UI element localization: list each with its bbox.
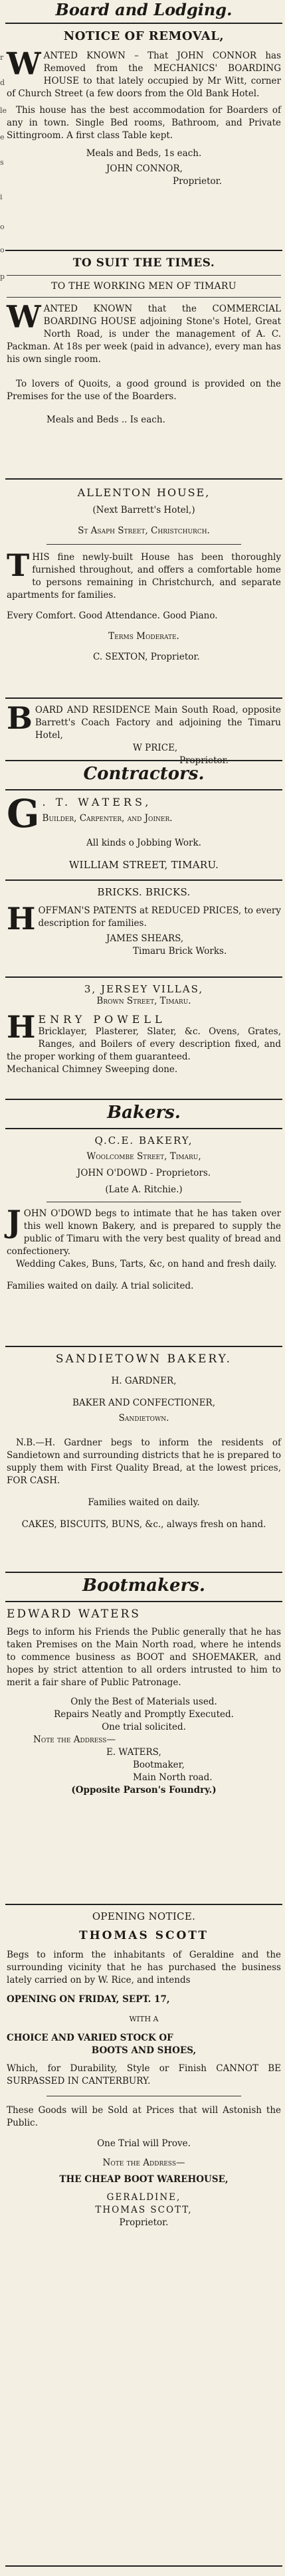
ad-address: St Asaph Street, Christchurch. [78, 525, 210, 536]
ad-qce-bakery [7, 1135, 281, 1293]
ad-body: ANTED KNOWN – That JOHN CONNOR has Removed from the MECHANICS' BOARDING HOUSE to that lately occupied by Mr Witt, corner of Church Street (a few doors from the Old Bank Hotel. [7, 50, 281, 99]
ad-proprietor-name: JAMES SHEARS, [106, 933, 184, 944]
ad-late: (Late A. Ritchie.) [105, 1184, 183, 1195]
ad-notice-of-removal [7, 29, 281, 188]
ad-title: . T. WATERS, [42, 796, 152, 808]
ad-body: OFFMAN'S PATENTS at REDUCED PRICES, to every description for families. [38, 905, 281, 929]
rule [5, 2565, 282, 2567]
ad-body: Begs to inform his Friends the Public generally that he has taken Premises on the Main North road, where he intends to commence business as BOOT and SHOEMAKER, and hopes by strict attention to all orders intrusted to him to merit a fair share of Public Patronage. [7, 1627, 281, 1688]
ad-body: ANTED KNOWN that the COMMERCIAL BOARDING HOUSE adjoining Stone's Hotel, Great North Road, is under the management of A. C. Packman. At 18s per week (paid in advance), every man has his own single room. [7, 304, 281, 365]
drop-cap: J [7, 1204, 21, 1240]
ad-opposite: (Opposite Parson's Foundry.) [71, 1785, 217, 1795]
drop-cap: T [7, 547, 30, 583]
ad-warehouse: THE CHEAP BOOT WAREHOUSE, [59, 2174, 229, 2185]
ad-title: TO SUIT THE TIMES. [72, 256, 215, 270]
ad-meals: Meals and Beds .. Is each. [47, 414, 165, 425]
ad-sandietown-bakery [7, 1352, 281, 1531]
ad-note: Note the Address— [33, 1734, 116, 1745]
ad-proprietor-role: Proprietor. [173, 176, 222, 187]
edge-glyph: e [0, 133, 5, 141]
ad-subtitle: (Next Barrett's Hotel,) [92, 505, 195, 515]
ad-body: This house has the best accommodation for Boarders of any in town. Single Bed rooms, Bathroom, and Private Sittingroom. A first class Table kept. [7, 105, 281, 141]
ad-proprietor-name: JOHN CONNOR, [106, 163, 183, 174]
ad-goods: These Goods will be Sold at Prices that will Astonish the Public. [7, 2105, 281, 2128]
ad-title: ALLENTON HOUSE, [77, 486, 211, 499]
edge-glyph: le [0, 106, 7, 115]
ad-subtitle: BAKER AND CONFECTIONER, [72, 1398, 216, 1408]
ad-title: NOTICE OF REMOVAL, [63, 29, 225, 43]
drop-cap: W [7, 299, 41, 335]
ad-address: Woolcombe Street, Timaru, [86, 1151, 201, 1162]
rule [5, 250, 282, 251]
ad-address: Brown Street, Timaru. [96, 996, 191, 1006]
ad-line: Only the Best of Materials used. [70, 1697, 217, 1707]
drop-cap: H [7, 901, 36, 937]
ad-opening: OPENING ON FRIDAY, SEPT. 17, [7, 1994, 170, 2005]
section-heading-bakers: Bakers. [107, 1103, 181, 1123]
rule [5, 789, 282, 790]
ad-title: OPENING NOTICE. [92, 1910, 196, 1922]
ad-proprietor-name: H. GARDNER, [111, 1376, 177, 1386]
ad-cakes: CAKES, BISCUITS, BUNS, &c., always fresh on hand. [21, 1519, 266, 1530]
ad-comfort: Every Comfort. Good Attendance. Good Piano. [7, 610, 218, 621]
ad-place: GERALDINE, [106, 2192, 181, 2203]
ad-meals: Meals and Beds, 1s each. [86, 148, 202, 159]
ad-board-and-residence [7, 700, 281, 767]
ad-body: OHN O'DOWD begs to intimate that he has taken over this well known Bakery, and is prepared to supply the public of Timaru with the very best quality of bread and confectionery. [7, 1208, 281, 1257]
rule [5, 697, 282, 699]
rule [5, 760, 282, 761]
ad-subtitle: TO THE WORKING MEN OF TIMARU [51, 281, 237, 292]
ad-g-t-waters [7, 791, 281, 871]
ad-proprietor-role: Bootmaker, [133, 1760, 185, 1770]
ad-headline: EDWARD WATERS [7, 1608, 141, 1621]
ad-address: WILLIAM STREET, TIMARU. [68, 859, 219, 871]
ad-place: Sandietown. [118, 1413, 169, 1424]
ad-allenton-house [7, 486, 281, 664]
ad-line: All kinds o Jobbing Work. [86, 838, 201, 848]
rule [5, 1099, 282, 1100]
ad-boots: BOOTS AND SHOES, [91, 2045, 197, 2056]
ad-note: Note the Address— [102, 2158, 185, 2168]
rule [5, 23, 282, 24]
ad-with: WITH A [129, 2015, 159, 2023]
rule [5, 976, 282, 978]
ad-edward-waters [7, 1608, 281, 1797]
ad-title: 3, JERSEY VILLAS, [84, 983, 204, 995]
ad-henry-powell [7, 983, 281, 1076]
ad-place: Main North road. [133, 1772, 213, 1783]
edge-glyph: s [0, 158, 4, 167]
rule [5, 1572, 282, 1573]
ad-terms: Terms Moderate. [108, 631, 179, 642]
ad-bricks [7, 886, 281, 958]
edge-glyph: r [0, 53, 4, 62]
rule [5, 478, 282, 480]
rule [5, 1601, 282, 1602]
ad-body: OARD AND RESIDENCE Main South Road, opposite Barrett's Coach Factory and adjoining the Timaru Hotel, [35, 705, 281, 741]
ad-headline: THOMAS SCOTT [78, 1929, 209, 1942]
rule [5, 1904, 282, 1905]
section-heading-contractors: Contractors. [83, 764, 205, 784]
drop-cap: B [7, 700, 33, 736]
ad-body: To lovers of Quoits, a good ground is provided on the Premises for the use of the Boarders. [7, 379, 281, 402]
ad-proprietor-name: C. SEXTON, Proprietor. [93, 652, 200, 662]
drop-cap: G [7, 791, 40, 836]
ad-body: Bricklayer, Plasterer, Slater, &c. Ovens, Grates, Ranges, and Boilers of every description fixed, and the proper working of them guaranteed. [7, 1026, 281, 1062]
ad-title: SANDIETOWN BAKERY. [55, 1352, 233, 1366]
edge-glyph: o [0, 223, 5, 231]
ad-body: HIS fine newly-built House has been thoroughly furnished throughout, and offers a comfortable home to persons remaining in Christchurch, and separate apartments for families. [7, 552, 281, 600]
ad-proprietor-name: JOHN O'DOWD - Proprietors. [76, 1168, 211, 1178]
ad-which: Which, for Durability, Style or Finish CANNOT BE SURPASSED IN CANTERBURY. [7, 2063, 281, 2086]
ad-subtitle: Builder, Carpenter, and Joiner. [42, 813, 173, 824]
edge-glyph: o [0, 246, 5, 254]
ad-title: BRICKS. BRICKS. [97, 886, 191, 898]
ad-to-suit-the-times [7, 256, 281, 426]
edge-glyph: p [0, 272, 5, 281]
rule [5, 1128, 282, 1129]
ad-body: N.B.—H. Gardner begs to inform the residents of Sandietown and surrounding districts that he is prepared to supply them with First Quality Bread, at the lowest prices, FOR CASH. [7, 1437, 281, 1486]
edge-glyph: i [0, 193, 3, 201]
section-heading-bootmakers: Bootmakers. [82, 1576, 205, 1596]
drop-cap: H [7, 1009, 36, 1045]
ad-proprietor-name: W PRICE, [133, 743, 178, 753]
ad-families: Families waited on daily. A trial solicited. [7, 1281, 194, 1291]
ad-line: Mechanical Chimney Sweeping done. [7, 1064, 178, 1075]
rule [5, 1346, 282, 1347]
ad-families: Families waited on daily. [88, 1497, 200, 1508]
ad-proprietor-role: Proprietor. [119, 2217, 169, 2228]
ad-proprietor-name: THOMAS SCOTT, [95, 2205, 193, 2215]
ad-choice: CHOICE AND VARIED STOCK OF [7, 2033, 173, 2043]
rule [5, 879, 282, 881]
ad-thomas-scott [7, 1910, 281, 2229]
drop-cap: W [7, 46, 41, 82]
ad-trial: One Trial will Prove. [97, 2138, 191, 2149]
section-heading-board: Board and Lodging. [55, 0, 233, 19]
ad-proprietor-role: Proprietor. [179, 755, 229, 766]
ad-body: Begs to inform the inhabitants of Geraldine and the surrounding vicinity that he has purchased the business lately carried on by W. Rice, and intends [7, 1950, 281, 1985]
edge-glyph: d [0, 78, 5, 87]
ad-headline: ENRY POWELL [38, 1013, 166, 1026]
ad-body: Wedding Cakes, Buns, Tarts, &c, on hand and fresh daily. [16, 1259, 277, 1269]
ad-title: Q.C.E. BAKERY, [94, 1135, 193, 1147]
ad-line: One trial solicited. [102, 1722, 186, 1732]
ad-proprietor-name: E. WATERS, [106, 1747, 161, 1758]
ad-place: Timaru Brick Works. [133, 946, 227, 957]
ad-line: Repairs Neatly and Promptly Executed. [54, 1709, 234, 1720]
